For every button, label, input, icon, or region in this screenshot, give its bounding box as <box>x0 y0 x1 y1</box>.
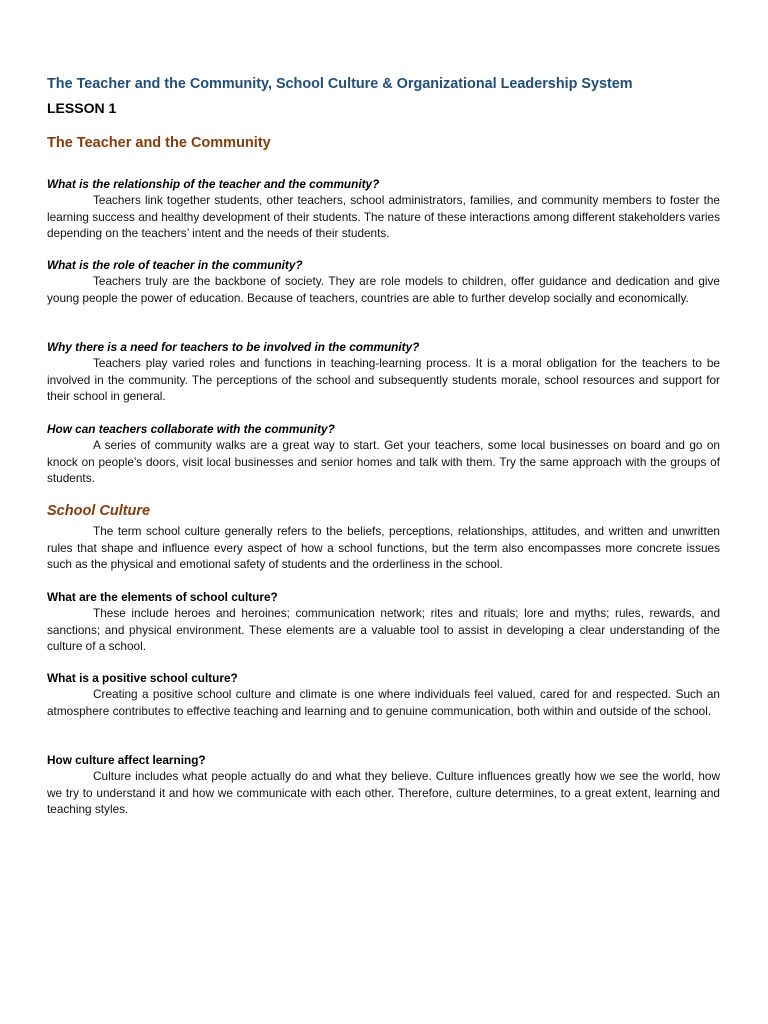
answer-paragraph: Teachers truly are the backbone of society. They are role models to children, offer guidance and dedication and give young people the power of education. Because of teachers, countries are able to further develop socially and economically. <box>47 274 720 305</box>
question: How can teachers collaborate with the community? <box>47 422 335 436</box>
answer-paragraph: Creating a positive school culture and climate is one where individuals feel valued, cared for and respected. Such an atmosphere contributes to effective teaching and learning and to genuine communication, both within and outside of the school. <box>47 687 720 718</box>
question: Why there is a need for teachers to be involved in the community? <box>47 340 420 354</box>
answer-paragraph: Teachers link together students, other teachers, school administrators, families, and community members to foster the learning success and healthy development of their students. The nature of these interactions among different stakeholders varies depending on the teachers’ intent and the needs of their students. <box>47 193 720 241</box>
qa-block <box>47 339 720 405</box>
question: What is the relationship of the teacher and the community? <box>47 177 380 191</box>
qa-block <box>47 589 720 655</box>
answer-paragraph: A series of community walks are a great way to start. Get your teachers, some local businesses on board and go on knock on people’s doors, visit local businesses and senior homes and talk with them. Try the same approach with the groups of students. <box>47 438 720 486</box>
answer-paragraph: Teachers play varied roles and functions in teaching-learning process. It is a moral obligation for the teachers to be involved in the community. The perceptions of the school and subsequently students morale, school resources and support for their school in general. <box>47 356 720 404</box>
document-title: The Teacher and the Community, School Culture & Organizational Leadership System <box>47 76 633 92</box>
section-heading-teacher-community: The Teacher and the Community <box>47 135 271 151</box>
answer-paragraph: Culture includes what people actually do and what they believe. Culture influences greatly how we see the world, how we try to understand it and how we communicate with each other. Therefore, culture determines, to a great extent, learning and teaching styles. <box>47 769 720 817</box>
lesson-label: LESSON 1 <box>47 100 117 116</box>
qa-block <box>47 257 720 306</box>
question: What is the role of teacher in the community? <box>47 258 303 272</box>
section-heading-school-culture: School Culture <box>47 503 151 519</box>
qa-block <box>47 670 720 719</box>
intro-paragraph: The term school culture generally refers to the beliefs, perceptions, relationships, attitudes, and written and unwritten rules that shape and influence every aspect of how a school functions, but the term also encompasses more concrete issues such as the physical and emotional safety of students and the orderliness in the school. <box>47 524 720 572</box>
qa-block <box>47 176 720 242</box>
intro-block <box>47 523 720 573</box>
question: What are the elements of school culture? <box>47 590 278 604</box>
answer-paragraph: These include heroes and heroines; communication network; rites and rituals; lore and myths; rules, rewards, and sanctions; and physical environment. These elements are a valuable tool to assist in developing a clear understanding of the culture of a school. <box>47 606 720 654</box>
question: How culture affect learning? <box>47 753 206 767</box>
qa-block <box>47 421 720 487</box>
qa-block <box>47 752 720 818</box>
question: What is a positive school culture? <box>47 671 238 685</box>
